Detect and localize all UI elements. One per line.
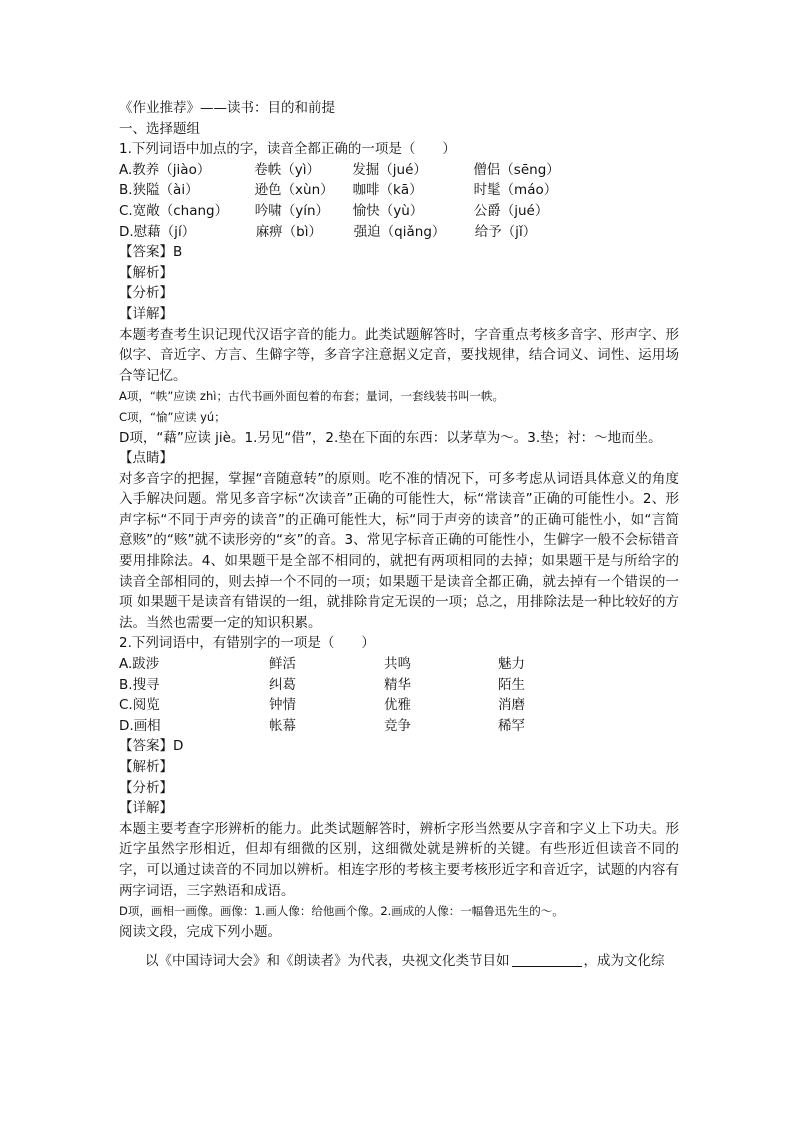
- passage-text-end: ，成为文化综: [583, 953, 665, 970]
- option-word: 僧侣（sēng）: [473, 161, 560, 178]
- option-word: 强迫（qiǎng）: [353, 223, 446, 240]
- option-word: 时髦（máo）: [473, 182, 558, 199]
- q2-explanation: 本题主要考查字形辨析的能力。此类试题解答时，辨析字形当然要从字音和字义上下功夫。形近字虽然字形相近，但却有细微的区别，这细微处就是辨析的关键。有些形近但读音不同的字，可以通过读音的不同加以辨析。相连字形的考核主要考核形近字和音近字，试题的内容有两字词语，三字熟语和成语。: [119, 820, 679, 899]
- q2-option-a: [119, 654, 679, 675]
- option-word: 宽敞（chang）: [132, 202, 229, 219]
- option-letter: B.: [119, 676, 133, 693]
- q1-note-d: D项，“藉”应读 jiè。1.另见“借”，2.垫在下面的东西：以茅草为～。3.垫；衬：～地而坐。: [119, 429, 662, 446]
- q1-answer: 【答案】B: [119, 244, 183, 261]
- option-word-1: 跋涉: [132, 656, 160, 673]
- q1-note-c: C项，“愉”应读 yú；: [119, 409, 226, 424]
- option-letter: D.: [119, 223, 134, 240]
- q2-jiexi-label: 【解析】: [119, 759, 173, 775]
- document-title: 《作业推荐》——读书：目的和前提: [119, 100, 335, 116]
- q1-xiangjie-label: 【详解】: [119, 305, 173, 322]
- option-word: 愉快（yù）: [352, 202, 424, 219]
- option-word: [119, 675, 269, 696]
- fill-in-blank[interactable]: [512, 952, 582, 967]
- section-heading: 一、选择题组: [119, 120, 200, 137]
- option-word: 优雅: [384, 697, 411, 714]
- option-letter: C.: [119, 697, 133, 714]
- option-word: 慰藉（jí）: [133, 223, 196, 240]
- q2-answer: 【答案】D: [119, 738, 184, 755]
- q1-jiexi-label: 【解析】: [119, 264, 173, 281]
- option-word: 陌生: [498, 676, 525, 693]
- q2-note-d: D项，画相一画像。画像：1.画人像：给他画个像。2.画成的人像：一幅鲁迅先生的～。: [119, 904, 564, 919]
- q2-fenxi-label: 【分析】: [119, 779, 173, 796]
- option-word: 帐幕: [269, 717, 296, 734]
- q1-option-b: [119, 180, 679, 201]
- option-letter: B.: [119, 182, 133, 199]
- q1-option-c: [119, 201, 679, 222]
- q1-note-a: A项，“帙”应读 zhì；古代书画外面包着的布套；量词，一套线装书叫一帙。: [119, 389, 504, 404]
- q1-tip: 对多音字的把握，掌握“音随意转”的原则。吃不准的情况下，可多考虑从词语具体意义的角度入手解决问题。常见多音字标“次读音”正确的可能性大，标“常读音”正确的可能性小。2、形声字标“不同于声旁的读音”的正确可能性大，标“同于声旁的读音”的正确可能性小，如“言简意赅”的“赅”就不读形旁的“亥”的音。3、常见字标音正确的可能性小，生僻字一般不会标错音要用排除法。4、如果题干是全部不相同的，就把有两项相同的去掉；如果题干是与所给字的读音全部相同的，则去掉一个不同的一项；如果题干是读音全都正确，就去掉有一个错误的一项 如果题干是读音有错误的一组，就排除肯定无误的一项；总之，用排除法是一种比较好的方法。当然也需要一定的知识积累。: [119, 470, 679, 631]
- option-word: 鲜活: [269, 656, 296, 673]
- option-word: 精华: [384, 676, 411, 693]
- option-word: 逊色（xùn）: [254, 182, 334, 199]
- option-word: 卷帙（yì）: [254, 161, 321, 178]
- q1-option-d: [119, 222, 679, 243]
- option-word: 狭隘（ài）: [132, 182, 199, 199]
- reading-instruction: 阅读文段，完成下列小题。: [119, 923, 281, 940]
- question-1-stem: 1.下列词语中加点的字，读音全都正确的一项是（ ）: [119, 141, 456, 158]
- option-word: 纠葛: [269, 676, 296, 693]
- q2-option-b: [119, 675, 679, 696]
- q1-explanation: 本题考查考生识记现代汉语字音的能力。此类试题解答时，字音重点考核多音字、形声字、形似字、音近字、方言、生僻字等，多音字注意据义定音，要找规律，结合词义、词性、运用场合等记忆。: [119, 326, 679, 384]
- q2-option-c: [119, 695, 679, 716]
- option-word: 吟啸（yín）: [254, 202, 330, 219]
- option-word-1: 阅览: [132, 697, 160, 714]
- option-word: [119, 716, 269, 737]
- option-word: 教养（jiào）: [132, 161, 211, 178]
- option-word: 共鸣: [384, 656, 411, 673]
- option-word: 给予（jǐ）: [474, 223, 537, 240]
- option-word: 稀罕: [498, 717, 525, 734]
- option-word: [119, 695, 269, 716]
- option-letter: A.: [119, 161, 133, 178]
- q1-option-a: [119, 160, 679, 181]
- q2-xiangjie-label: 【详解】: [119, 800, 173, 817]
- option-letter: D.: [119, 717, 134, 734]
- q2-option-d: [119, 716, 679, 737]
- option-word: 竞争: [384, 717, 411, 734]
- document-content: [119, 98, 679, 972]
- option-word: 消磨: [498, 697, 525, 714]
- spacer: [119, 942, 679, 951]
- passage-first-line: [119, 951, 679, 972]
- option-word: 公爵（jué）: [473, 202, 549, 219]
- option-word: 发掘（jué）: [352, 161, 427, 178]
- q1-fenxi-label: 【分析】: [119, 285, 173, 302]
- option-word: 麻痹（bì）: [255, 223, 323, 240]
- option-word-1: 搜寻: [132, 676, 160, 693]
- option-word: 咖啡（kā）: [352, 182, 423, 199]
- option-letter: C.: [119, 202, 133, 219]
- option-letter: A.: [119, 656, 133, 673]
- question-2-stem: 2.下列词语中，有错别字的一项是（ ）: [119, 635, 375, 652]
- option-word: 魅力: [498, 656, 525, 673]
- option-word-1: 画相: [133, 717, 161, 734]
- q1-dianjing-label: 【点睛】: [119, 450, 173, 467]
- passage-text-start: 以《中国诗词大会》和《朗读者》为代表，央视文化类节目如: [145, 953, 510, 970]
- option-word: [119, 654, 269, 675]
- option-word: 钟情: [269, 697, 296, 714]
